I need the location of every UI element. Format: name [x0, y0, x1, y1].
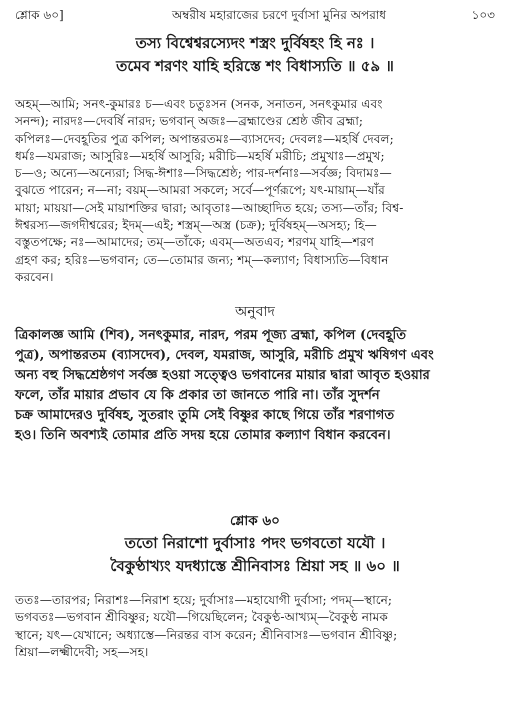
translation-heading: অনুবাদ — [235, 304, 275, 320]
synonym-line: চ—ও; অন্যে—অন্যেরা; সিদ্ধ-ঈশাঃ—সিদ্ধশ্রেষ্ঠ; পার-দর্শনাঃ—সর্বজ্ঞ; বিদামঃ— — [15, 166, 392, 181]
header-verse-ref: শ্লোক ৬০] — [15, 8, 64, 22]
header-chapter-title: অম্বরীষ মহারাজের চরণে দুর্বাসা মুনির অপরাধ — [171, 8, 387, 22]
verse-59 — [15, 32, 495, 78]
translation-line: ফলে, তাঁর মায়ার প্রভাব যে কি প্রকার তা জানতে পারি না। তাঁর সুদর্শন — [15, 388, 380, 403]
synonym-line: কপিলঃ—দেবহূতির পুত্র কপিল; অপান্তরতমঃ—ব্যাসদেব; দেবলঃ—মহর্ষি দেবল; — [15, 131, 394, 146]
page-number: ১০৩ — [471, 8, 495, 22]
synonym-line: ধর্মঃ—যমরাজ; আসুরিঃ—মহর্ষি আসুরি; মরীচি—মহর্ষি মরীচি; প্রমুখাঃ—প্রমুখ; — [15, 148, 385, 163]
synonym-line: অহম্—আমি; সনৎ-কুমারঃ চ—এবং চতুঃসন (সনক, সনাতন, সনৎকুমার এবং — [15, 97, 383, 111]
translation-line: অন্য বহু সিদ্ধশ্রেষ্ঠগণ সর্বজ্ঞ হওয়া সত্ত্বেও ভগবানের মায়ার দ্বারা আবৃত হওয়ার — [15, 368, 430, 383]
verse-59-line-2: তমেব শরণং যাহি হরিস্তে শং বিধাস্যতি ॥ ৫৯ ॥ — [116, 57, 394, 75]
synonym-line: সনন্দ); নারদঃ—দেবর্ষি নারদ; ভগবান্ অজঃ—ব্রহ্মাণ্ডের শ্রেষ্ঠ জীব ব্রহ্মা; — [15, 114, 364, 129]
synonym-line: ভগবতঃ—ভগবান শ্রীবিষ্ণুর; যযৌ—গিয়েছিলেন; বৈকুণ্ঠ-আখ্যম্—বৈকুণ্ঠ নামক — [15, 610, 388, 625]
translation-line: হও। তিনি অবশ্যই তোমার প্রতি সদয় হয়ে তোমার কল্যাণ বিধান করবেন। — [15, 428, 391, 443]
synonym-line: শ্রিয়া—লক্ষ্মীদেবী; সহ—সহ। — [15, 644, 149, 659]
synonym-line: ততঃ—তারপর; নিরাশঃ—নিরাশ হয়ে; দুর্বাসাঃ—মহাযোগী দুর্বাসা; পদম্—স্থানে; — [15, 593, 393, 607]
page-header — [15, 8, 495, 26]
synonym-line: স্থানে; যৎ—যেখানে; অধ্যাস্তে—নিরন্তর বাস করেন; শ্রীনিবাসঃ—ভগবান শ্রীবিষ্ণু; — [15, 627, 398, 642]
synonym-line: বস্তুতপক্ষে; নঃ—আমাদের; তম্—তাঁকে; এবম্—অতএব; শরণম্ যাহি—শরণ — [15, 235, 374, 250]
verse-59-line-1: তস্য বিশ্বেশ্বরস্যেদং শস্ত্রং দুর্বিষহং হি নঃ । — [135, 34, 375, 52]
synonym-line: ঈশ্বরস্য—জগদীশ্বরের; ইদম্—এই; শস্ত্রম্—অস্ত্র (চক্র); দুর্বিষহম্—অসহ্য; হি— — [15, 218, 377, 233]
translation-line: চক্র আমাদেরও দুর্বিষহ, সুতরাং তুমি সেই বিষ্ণুর কাছে গিয়ে তাঁর শরণাগত — [15, 408, 395, 423]
verse-60-line-2: বৈকুণ্ঠাখ্যং যদধ্যাস্তে শ্রীনিবাসঃ শ্রিয়া সহ ॥ ৬০ ॥ — [110, 557, 400, 575]
synonym-line: করবেন। — [15, 269, 54, 284]
translation-line: পুত্র), অপান্তরতম (ব্যাসদেব), দেবল, যমরাজ, আসুরি, মরীচি প্রমুখ ঋষিগণ এবং — [15, 348, 434, 363]
synonyms-60 — [15, 592, 495, 661]
synonym-line: মায়া; মায়য়া—সেই মায়াশক্তির দ্বারা; আবৃতাঃ—আচ্ছাদিত হয়ে; তস্য—তাঁর; বিশ্ব- — [15, 200, 404, 215]
synonym-line: বুঝতে পারেন; ন—না; বয়ম্—আমরা সকলে; সর্বে—পূর্ণরূপে; যৎ-মায়াম্—যাঁর — [15, 183, 385, 198]
translation-line: ত্রিকালজ্ঞ আমি (শিব), সনৎকুমার, নারদ, পরম পূজ্য ব্রহ্মা, কপিল (দেবহূতি — [15, 328, 407, 343]
verse-60 — [15, 532, 495, 578]
synonyms-59 — [15, 96, 495, 286]
verse-60-line-1: ততো নিরাশো দুর্বাসাঃ পদং ভগবতো যযৌ । — [124, 534, 386, 552]
synonym-line: গ্রহণ কর; হরিঃ—ভগবান; তে—তোমার জন্য; শম্—কল্যাণ; বিধাস্যতি—বিধান — [15, 252, 389, 267]
translation-59 — [15, 326, 495, 446]
verse-60-heading: শ্লোক ৬০ — [230, 513, 280, 529]
